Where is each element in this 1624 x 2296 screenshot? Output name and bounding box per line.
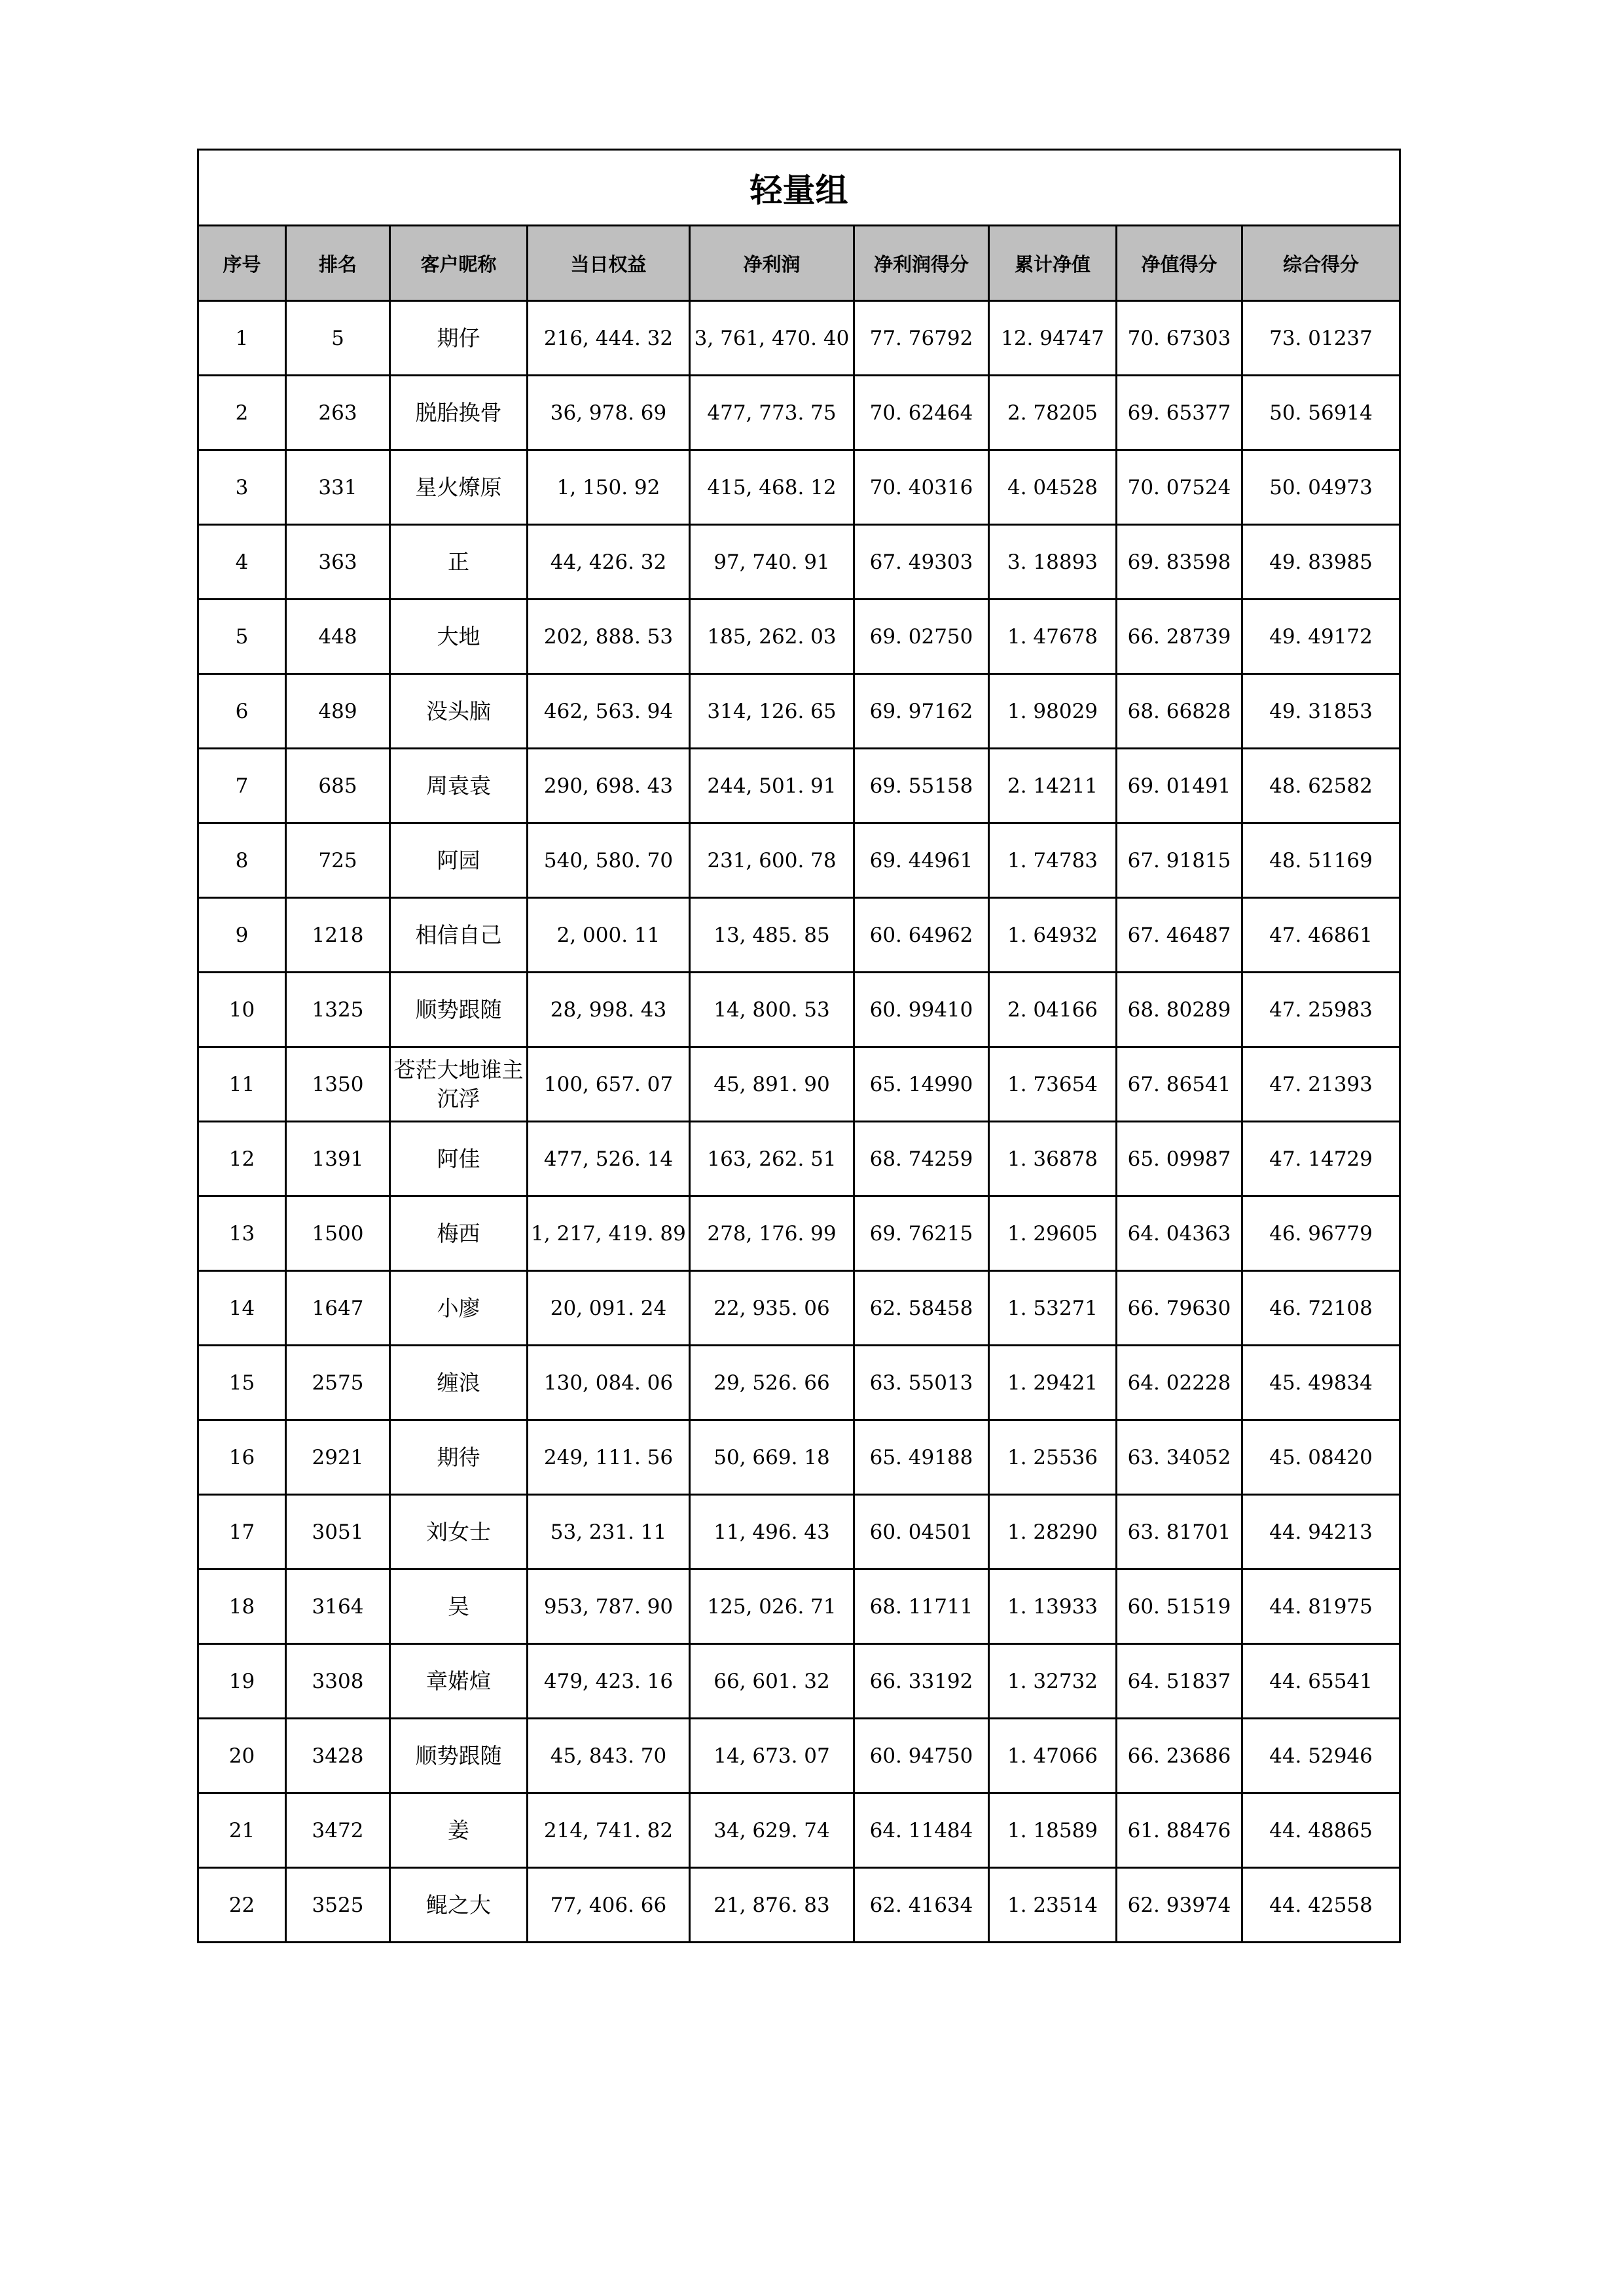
cell-rank: 3525 (286, 1868, 390, 1943)
cell-net-value: 12. 94747 (989, 301, 1117, 376)
cell-equity: 77, 406. 66 (528, 1868, 690, 1943)
cell-rank: 448 (286, 600, 390, 674)
cell-total-score: 47. 14729 (1242, 1122, 1400, 1196)
cell-rank: 263 (286, 376, 390, 450)
table-row (198, 898, 1400, 973)
cell-net-profit: 13, 485. 85 (690, 898, 854, 973)
header-row (198, 226, 1400, 301)
cell-index: 21 (198, 1793, 286, 1868)
cell-index: 17 (198, 1495, 286, 1570)
cell-profit-score: 60. 04501 (854, 1495, 989, 1570)
cell-net-value: 1. 29421 (989, 1346, 1117, 1420)
cell-index: 12 (198, 1122, 286, 1196)
cell-index: 1 (198, 301, 286, 376)
cell-nickname: 大地 (390, 600, 528, 674)
cell-net-profit: 66, 601. 32 (690, 1644, 854, 1719)
cell-net-value: 4. 04528 (989, 450, 1117, 525)
cell-index: 14 (198, 1271, 286, 1346)
cell-value-score: 62. 93974 (1117, 1868, 1242, 1943)
cell-index: 7 (198, 749, 286, 823)
cell-nickname: 顺势跟随 (390, 973, 528, 1047)
cell-index: 8 (198, 823, 286, 898)
ranking-table (197, 149, 1401, 1943)
cell-net-profit: 163, 262. 51 (690, 1122, 854, 1196)
col-nickname-header: 客户昵称 (390, 226, 528, 301)
cell-profit-score: 60. 94750 (854, 1719, 989, 1793)
cell-profit-score: 62. 58458 (854, 1271, 989, 1346)
cell-profit-score: 69. 02750 (854, 600, 989, 674)
cell-net-profit: 477, 773. 75 (690, 376, 854, 450)
table-row (198, 1346, 1400, 1420)
cell-value-score: 61. 88476 (1117, 1793, 1242, 1868)
cell-equity: 214, 741. 82 (528, 1793, 690, 1868)
cell-net-value: 1. 23514 (989, 1868, 1117, 1943)
col-total-score-header: 综合得分 (1242, 226, 1400, 301)
cell-index: 16 (198, 1420, 286, 1495)
cell-net-profit: 34, 629. 74 (690, 1793, 854, 1868)
col-rank-header: 排名 (286, 226, 390, 301)
cell-net-value: 1. 29605 (989, 1196, 1117, 1271)
cell-net-value: 2. 14211 (989, 749, 1117, 823)
cell-rank: 363 (286, 525, 390, 600)
cell-value-score: 66. 28739 (1117, 600, 1242, 674)
cell-total-score: 73. 01237 (1242, 301, 1400, 376)
cell-equity: 53, 231. 11 (528, 1495, 690, 1570)
cell-total-score: 44. 42558 (1242, 1868, 1400, 1943)
cell-equity: 130, 084. 06 (528, 1346, 690, 1420)
cell-profit-score: 69. 97162 (854, 674, 989, 749)
cell-net-value: 1. 36878 (989, 1122, 1117, 1196)
table-row (198, 376, 1400, 450)
cell-value-score: 68. 80289 (1117, 973, 1242, 1047)
cell-value-score: 69. 01491 (1117, 749, 1242, 823)
cell-value-score: 69. 83598 (1117, 525, 1242, 600)
col-net-value-header: 累计净值 (989, 226, 1117, 301)
cell-net-profit: 14, 800. 53 (690, 973, 854, 1047)
cell-profit-score: 77. 76792 (854, 301, 989, 376)
cell-profit-score: 68. 74259 (854, 1122, 989, 1196)
cell-net-profit: 314, 126. 65 (690, 674, 854, 749)
table-row (198, 600, 1400, 674)
cell-nickname: 周袁袁 (390, 749, 528, 823)
cell-net-value: 1. 98029 (989, 674, 1117, 749)
cell-net-value: 3. 18893 (989, 525, 1117, 600)
col-index-header: 序号 (198, 226, 286, 301)
cell-nickname: 苍茫大地谁主沉浮 (390, 1047, 528, 1122)
cell-equity: 479, 423. 16 (528, 1644, 690, 1719)
table-row (198, 1420, 1400, 1495)
cell-index: 13 (198, 1196, 286, 1271)
cell-net-profit: 125, 026. 71 (690, 1570, 854, 1644)
cell-rank: 489 (286, 674, 390, 749)
col-net-profit-header: 净利润 (690, 226, 854, 301)
cell-equity: 202, 888. 53 (528, 600, 690, 674)
cell-nickname: 梅西 (390, 1196, 528, 1271)
cell-rank: 1218 (286, 898, 390, 973)
cell-equity: 249, 111. 56 (528, 1420, 690, 1495)
table-row (198, 450, 1400, 525)
cell-net-value: 1. 47678 (989, 600, 1117, 674)
cell-equity: 28, 998. 43 (528, 973, 690, 1047)
cell-profit-score: 70. 62464 (854, 376, 989, 450)
cell-net-profit: 29, 526. 66 (690, 1346, 854, 1420)
table-row (198, 1196, 1400, 1271)
table-row (198, 1644, 1400, 1719)
cell-total-score: 46. 96779 (1242, 1196, 1400, 1271)
cell-net-profit: 14, 673. 07 (690, 1719, 854, 1793)
cell-equity: 462, 563. 94 (528, 674, 690, 749)
cell-value-score: 67. 91815 (1117, 823, 1242, 898)
cell-nickname: 缠浪 (390, 1346, 528, 1420)
cell-equity: 100, 657. 07 (528, 1047, 690, 1122)
cell-rank: 1647 (286, 1271, 390, 1346)
cell-total-score: 44. 52946 (1242, 1719, 1400, 1793)
cell-total-score: 45. 49834 (1242, 1346, 1400, 1420)
cell-value-score: 63. 81701 (1117, 1495, 1242, 1570)
table-row (198, 749, 1400, 823)
cell-profit-score: 62. 41634 (854, 1868, 989, 1943)
cell-total-score: 47. 21393 (1242, 1047, 1400, 1122)
cell-net-value: 1. 13933 (989, 1570, 1117, 1644)
cell-nickname: 脱胎换骨 (390, 376, 528, 450)
cell-profit-score: 66. 33192 (854, 1644, 989, 1719)
cell-nickname: 正 (390, 525, 528, 600)
table-body (198, 301, 1400, 1943)
cell-net-value: 2. 04166 (989, 973, 1117, 1047)
cell-net-profit: 97, 740. 91 (690, 525, 854, 600)
cell-nickname: 相信自己 (390, 898, 528, 973)
cell-net-value: 1. 73654 (989, 1047, 1117, 1122)
table-row (198, 1570, 1400, 1644)
table-row (198, 301, 1400, 376)
cell-net-value: 1. 53271 (989, 1271, 1117, 1346)
cell-rank: 3051 (286, 1495, 390, 1570)
cell-value-score: 66. 23686 (1117, 1719, 1242, 1793)
cell-index: 15 (198, 1346, 286, 1420)
cell-index: 9 (198, 898, 286, 973)
cell-profit-score: 68. 11711 (854, 1570, 989, 1644)
cell-index: 3 (198, 450, 286, 525)
cell-total-score: 47. 25983 (1242, 973, 1400, 1047)
cell-nickname: 顺势跟随 (390, 1719, 528, 1793)
cell-rank: 3428 (286, 1719, 390, 1793)
cell-total-score: 50. 56914 (1242, 376, 1400, 450)
cell-equity: 1, 217, 419. 89 (528, 1196, 690, 1271)
cell-nickname: 期待 (390, 1420, 528, 1495)
cell-profit-score: 60. 64962 (854, 898, 989, 973)
cell-index: 5 (198, 600, 286, 674)
cell-value-score: 66. 79630 (1117, 1271, 1242, 1346)
cell-total-score: 44. 65541 (1242, 1644, 1400, 1719)
cell-equity: 45, 843. 70 (528, 1719, 690, 1793)
col-equity-header: 当日权益 (528, 226, 690, 301)
col-profit-score-header: 净利润得分 (854, 226, 989, 301)
cell-value-score: 63. 34052 (1117, 1420, 1242, 1495)
cell-profit-score: 67. 49303 (854, 525, 989, 600)
cell-net-profit: 415, 468. 12 (690, 450, 854, 525)
cell-index: 18 (198, 1570, 286, 1644)
cell-value-score: 70. 67303 (1117, 301, 1242, 376)
cell-rank: 5 (286, 301, 390, 376)
table-row (198, 823, 1400, 898)
table-row (198, 674, 1400, 749)
cell-value-score: 64. 02228 (1117, 1346, 1242, 1420)
table-row (198, 1047, 1400, 1122)
table-row (198, 1495, 1400, 1570)
cell-index: 20 (198, 1719, 286, 1793)
cell-net-value: 1. 47066 (989, 1719, 1117, 1793)
cell-total-score: 47. 46861 (1242, 898, 1400, 973)
cell-equity: 1, 150. 92 (528, 450, 690, 525)
cell-total-score: 48. 51169 (1242, 823, 1400, 898)
cell-value-score: 69. 65377 (1117, 376, 1242, 450)
cell-net-profit: 278, 176. 99 (690, 1196, 854, 1271)
table-row (198, 525, 1400, 600)
cell-net-profit: 185, 262. 03 (690, 600, 854, 674)
cell-total-score: 45. 08420 (1242, 1420, 1400, 1495)
cell-net-value: 2. 78205 (989, 376, 1117, 450)
cell-rank: 331 (286, 450, 390, 525)
col-value-score-header: 净值得分 (1117, 226, 1242, 301)
cell-total-score: 49. 83985 (1242, 525, 1400, 600)
cell-value-score: 65. 09987 (1117, 1122, 1242, 1196)
cell-equity: 953, 787. 90 (528, 1570, 690, 1644)
cell-value-score: 68. 66828 (1117, 674, 1242, 749)
table-title: 轻量组 (198, 150, 1400, 226)
cell-profit-score: 65. 14990 (854, 1047, 989, 1122)
cell-total-score: 44. 94213 (1242, 1495, 1400, 1570)
cell-net-profit: 50, 669. 18 (690, 1420, 854, 1495)
cell-total-score: 46. 72108 (1242, 1271, 1400, 1346)
cell-equity: 540, 580. 70 (528, 823, 690, 898)
cell-rank: 725 (286, 823, 390, 898)
cell-nickname: 鲲之大 (390, 1868, 528, 1943)
cell-nickname: 期仔 (390, 301, 528, 376)
cell-net-value: 1. 64932 (989, 898, 1117, 973)
cell-profit-score: 60. 99410 (854, 973, 989, 1047)
cell-index: 22 (198, 1868, 286, 1943)
cell-profit-score: 69. 55158 (854, 749, 989, 823)
cell-net-profit: 231, 600. 78 (690, 823, 854, 898)
cell-rank: 2921 (286, 1420, 390, 1495)
cell-total-score: 49. 31853 (1242, 674, 1400, 749)
cell-index: 11 (198, 1047, 286, 1122)
cell-index: 2 (198, 376, 286, 450)
cell-index: 4 (198, 525, 286, 600)
cell-value-score: 67. 46487 (1117, 898, 1242, 973)
table-row (198, 1719, 1400, 1793)
cell-profit-score: 69. 76215 (854, 1196, 989, 1271)
cell-net-profit: 22, 935. 06 (690, 1271, 854, 1346)
cell-total-score: 49. 49172 (1242, 600, 1400, 674)
table-row (198, 1793, 1400, 1868)
cell-profit-score: 64. 11484 (854, 1793, 989, 1868)
cell-equity: 477, 526. 14 (528, 1122, 690, 1196)
cell-rank: 3308 (286, 1644, 390, 1719)
cell-nickname: 姜 (390, 1793, 528, 1868)
cell-nickname: 没头脑 (390, 674, 528, 749)
cell-profit-score: 70. 40316 (854, 450, 989, 525)
cell-total-score: 48. 62582 (1242, 749, 1400, 823)
cell-nickname: 小廖 (390, 1271, 528, 1346)
cell-profit-score: 63. 55013 (854, 1346, 989, 1420)
cell-equity: 44, 426. 32 (528, 525, 690, 600)
cell-net-value: 1. 28290 (989, 1495, 1117, 1570)
cell-total-score: 44. 48865 (1242, 1793, 1400, 1868)
cell-rank: 2575 (286, 1346, 390, 1420)
cell-net-value: 1. 18589 (989, 1793, 1117, 1868)
ranking-sheet (197, 149, 1399, 1943)
cell-net-profit: 3, 761, 470. 40 (690, 301, 854, 376)
cell-equity: 2, 000. 11 (528, 898, 690, 973)
cell-rank: 3472 (286, 1793, 390, 1868)
cell-rank: 1350 (286, 1047, 390, 1122)
cell-net-value: 1. 32732 (989, 1644, 1117, 1719)
cell-value-score: 64. 51837 (1117, 1644, 1242, 1719)
cell-rank: 1391 (286, 1122, 390, 1196)
cell-rank: 3164 (286, 1570, 390, 1644)
cell-equity: 20, 091. 24 (528, 1271, 690, 1346)
cell-nickname: 刘女士 (390, 1495, 528, 1570)
cell-nickname: 阿佳 (390, 1122, 528, 1196)
cell-rank: 1500 (286, 1196, 390, 1271)
table-row (198, 1271, 1400, 1346)
cell-nickname: 星火燎原 (390, 450, 528, 525)
cell-index: 19 (198, 1644, 286, 1719)
cell-net-profit: 21, 876. 83 (690, 1868, 854, 1943)
cell-total-score: 44. 81975 (1242, 1570, 1400, 1644)
table-row (198, 1868, 1400, 1943)
cell-value-score: 60. 51519 (1117, 1570, 1242, 1644)
cell-value-score: 70. 07524 (1117, 450, 1242, 525)
cell-rank: 1325 (286, 973, 390, 1047)
cell-equity: 36, 978. 69 (528, 376, 690, 450)
cell-net-value: 1. 25536 (989, 1420, 1117, 1495)
cell-net-value: 1. 74783 (989, 823, 1117, 898)
cell-nickname: 章婼煊 (390, 1644, 528, 1719)
cell-index: 6 (198, 674, 286, 749)
cell-net-profit: 11, 496. 43 (690, 1495, 854, 1570)
table-row (198, 1122, 1400, 1196)
cell-value-score: 67. 86541 (1117, 1047, 1242, 1122)
cell-equity: 216, 444. 32 (528, 301, 690, 376)
cell-net-profit: 244, 501. 91 (690, 749, 854, 823)
cell-rank: 685 (286, 749, 390, 823)
cell-total-score: 50. 04973 (1242, 450, 1400, 525)
cell-value-score: 64. 04363 (1117, 1196, 1242, 1271)
cell-nickname: 阿园 (390, 823, 528, 898)
cell-nickname: 吴 (390, 1570, 528, 1644)
cell-net-profit: 45, 891. 90 (690, 1047, 854, 1122)
cell-index: 10 (198, 973, 286, 1047)
table-row (198, 973, 1400, 1047)
cell-equity: 290, 698. 43 (528, 749, 690, 823)
cell-profit-score: 65. 49188 (854, 1420, 989, 1495)
cell-profit-score: 69. 44961 (854, 823, 989, 898)
